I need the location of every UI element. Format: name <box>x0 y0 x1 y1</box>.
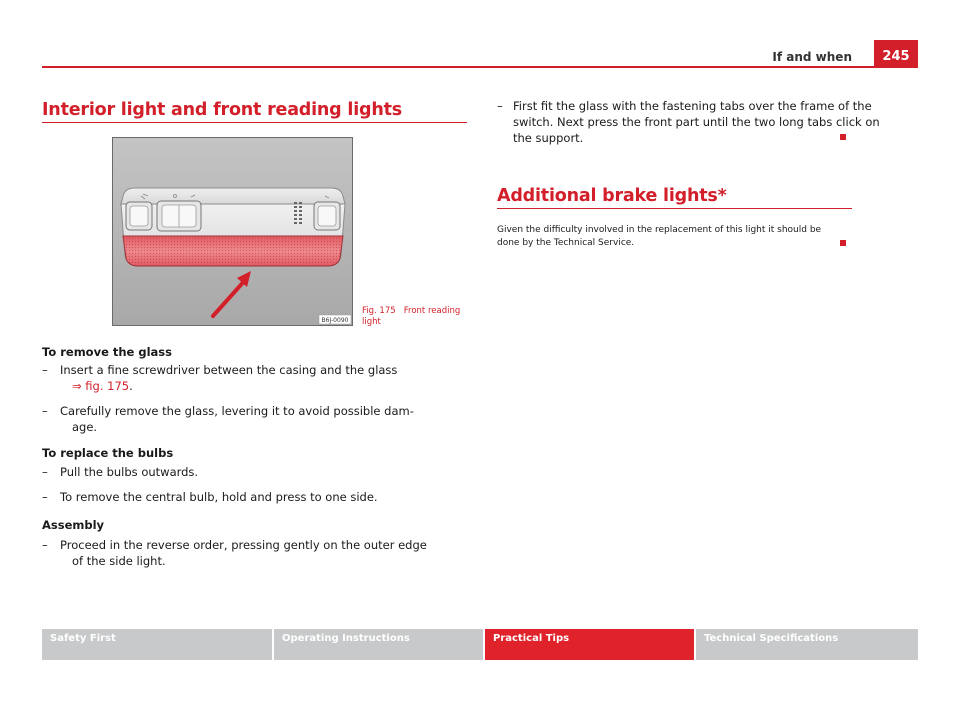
subheading-assembly: Assembly <box>42 518 105 532</box>
tab-practical-tips[interactable]: Practical Tips <box>483 629 694 660</box>
subheading-replace-bulbs: To replace the bulbs <box>42 446 174 460</box>
figure-number: Fig. 175 <box>362 306 396 316</box>
figure-caption-line2: light <box>362 317 381 327</box>
dash-bullet: – <box>42 490 48 504</box>
replace-bulbs-step1: Pull the bulbs outwards. <box>60 465 199 479</box>
heading-rule <box>42 122 467 123</box>
tab-safety-first[interactable]: Safety First <box>42 629 272 660</box>
page-number: 245 <box>874 40 918 68</box>
figure-code-label: B6J-0090 <box>321 317 349 324</box>
brake-lights-para-line1: Given the difficulty involved in the replacement of this light it should be <box>497 225 822 235</box>
right-step-line3: the support. <box>513 131 584 145</box>
dash-bullet: – <box>42 538 48 552</box>
tab-operating-instructions[interactable]: Operating Instructions <box>272 629 483 660</box>
section-heading: Interior light and front reading lights <box>42 100 402 120</box>
section-end-marker <box>840 134 846 140</box>
running-header: If and when <box>772 50 852 64</box>
remove-glass-step2-line1: Carefully remove the glass, levering it to avoid possible dam- <box>60 404 414 418</box>
sentence-end: . <box>129 379 133 393</box>
subheading-remove-glass: To remove the glass <box>42 345 172 359</box>
figure-front-reading-light <box>112 137 353 326</box>
tab-technical-specifications[interactable]: Technical Specifications <box>694 629 918 660</box>
assembly-step1-line1: Proceed in the reverse order, pressing gently on the outer edge <box>60 538 427 552</box>
right-step-line2: switch. Next press the front part until the two long tabs click on <box>513 115 880 129</box>
heading-rule <box>497 208 852 209</box>
section-end-marker <box>840 240 846 246</box>
dash-bullet: – <box>497 99 503 113</box>
figure-caption <box>362 306 467 328</box>
dash-bullet: – <box>42 465 48 479</box>
footer-nav <box>42 629 918 660</box>
dash-bullet: – <box>42 404 48 418</box>
replace-bulbs-step2: To remove the central bulb, hold and press to one side. <box>60 490 378 504</box>
header-rule <box>42 66 918 68</box>
remove-glass-step1-line1: Insert a fine screwdriver between the casing and the glass <box>60 363 398 377</box>
assembly-step1-line2: of the side light. <box>72 554 166 568</box>
section-heading-brake-lights: Additional brake lights* <box>497 186 727 206</box>
reading-light-illustration <box>113 138 352 325</box>
brake-lights-para-line2: done by the Technical Service. <box>497 238 635 248</box>
figure-reference-link[interactable]: ⇒ fig. 175 <box>72 379 130 393</box>
remove-glass-step1-line2 <box>72 378 133 394</box>
right-step-line1: First fit the glass with the fastening tabs over the frame of the <box>513 99 872 113</box>
remove-glass-step2-line2: age. <box>72 420 98 434</box>
figure-caption-line1: Front reading <box>403 306 461 316</box>
dash-bullet: – <box>42 363 48 377</box>
